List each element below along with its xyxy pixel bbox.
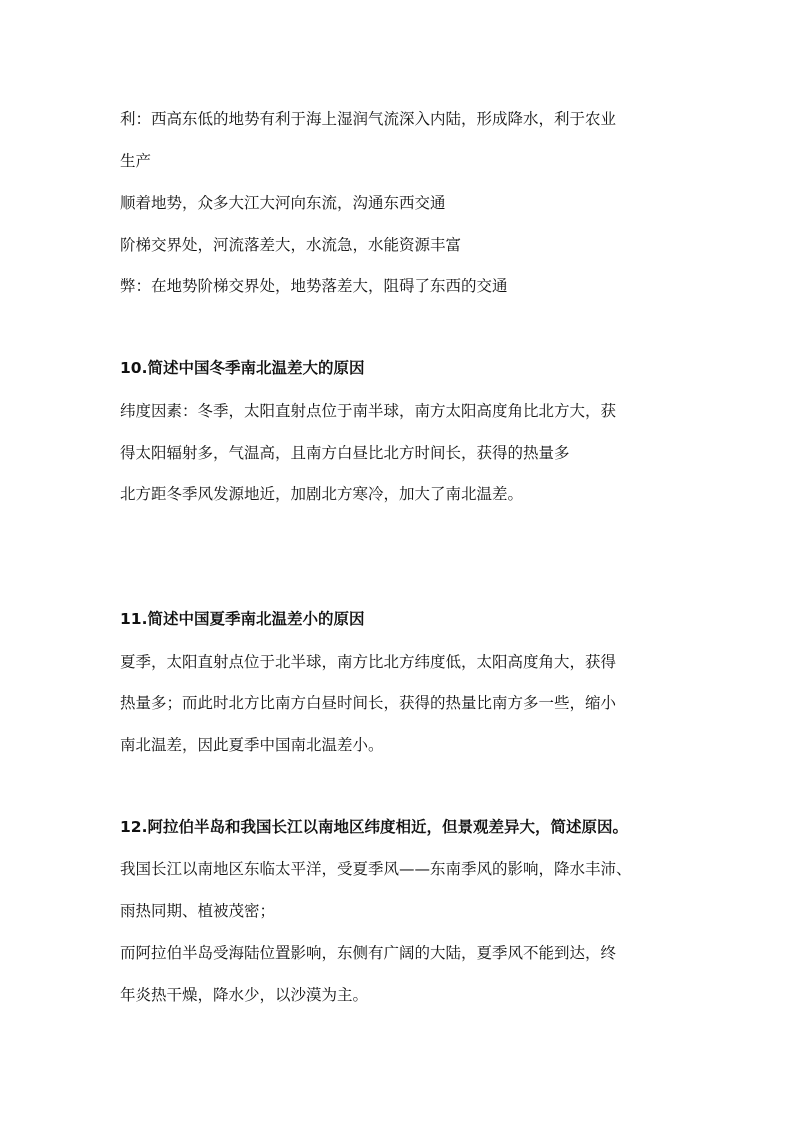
paragraph-line: 夏季，太阳直射点位于北半球，南方比北方纬度低，太阳高度角大，获得 <box>120 653 617 671</box>
paragraph-line: 雨热同期、植被茂密； <box>120 902 276 920</box>
paragraph-line: 我国长江以南地区东临太平洋，受夏季风——东南季风的影响，降水丰沛、 <box>120 860 632 878</box>
paragraph-line: 热量多；而此时北方比南方白昼时间长，获得的热量比南方多一些，缩小 <box>120 694 617 712</box>
section-heading: 12.阿拉伯半岛和我国长江以南地区纬度相近，但景观差异大，简述原因。 <box>120 818 628 836</box>
paragraph-line: 弊：在地势阶梯交界处，地势落差大，阻碍了东西的交通 <box>120 277 508 295</box>
paragraph-line: 北方距冬季风发源地近，加剧北方寒冷，加大了南北温差。 <box>120 485 524 503</box>
paragraph-line: 纬度因素：冬季，太阳直射点位于南半球，南方太阳高度角比北方大，获 <box>120 402 617 420</box>
section-heading: 11.简述中国夏季南北温差小的原因 <box>120 610 365 628</box>
paragraph-line: 生产 <box>120 152 152 170</box>
paragraph-line: 阶梯交界处，河流落差大，水流急，水能资源丰富 <box>120 236 462 254</box>
paragraph-line: 顺着地势，众多大江大河向东流，沟通东西交通 <box>120 194 446 212</box>
paragraph-line: 南北温差，因此夏季中国南北温差小。 <box>120 736 384 754</box>
paragraph-line: 得太阳辐射多，气温高，且南方白昼比北方时间长，获得的热量多 <box>120 444 570 462</box>
paragraph-line: 利：西高东低的地势有利于海上湿润气流深入内陆，形成降水，利于农业 <box>120 110 617 128</box>
section-heading: 10.简述中国冬季南北温差大的原因 <box>120 359 365 377</box>
paragraph-line: 而阿拉伯半岛受海陆位置影响，东侧有广阔的大陆，夏季风不能到达，终 <box>120 944 617 962</box>
paragraph-line: 年炎热干燥，降水少，以沙漠为主。 <box>120 986 369 1004</box>
